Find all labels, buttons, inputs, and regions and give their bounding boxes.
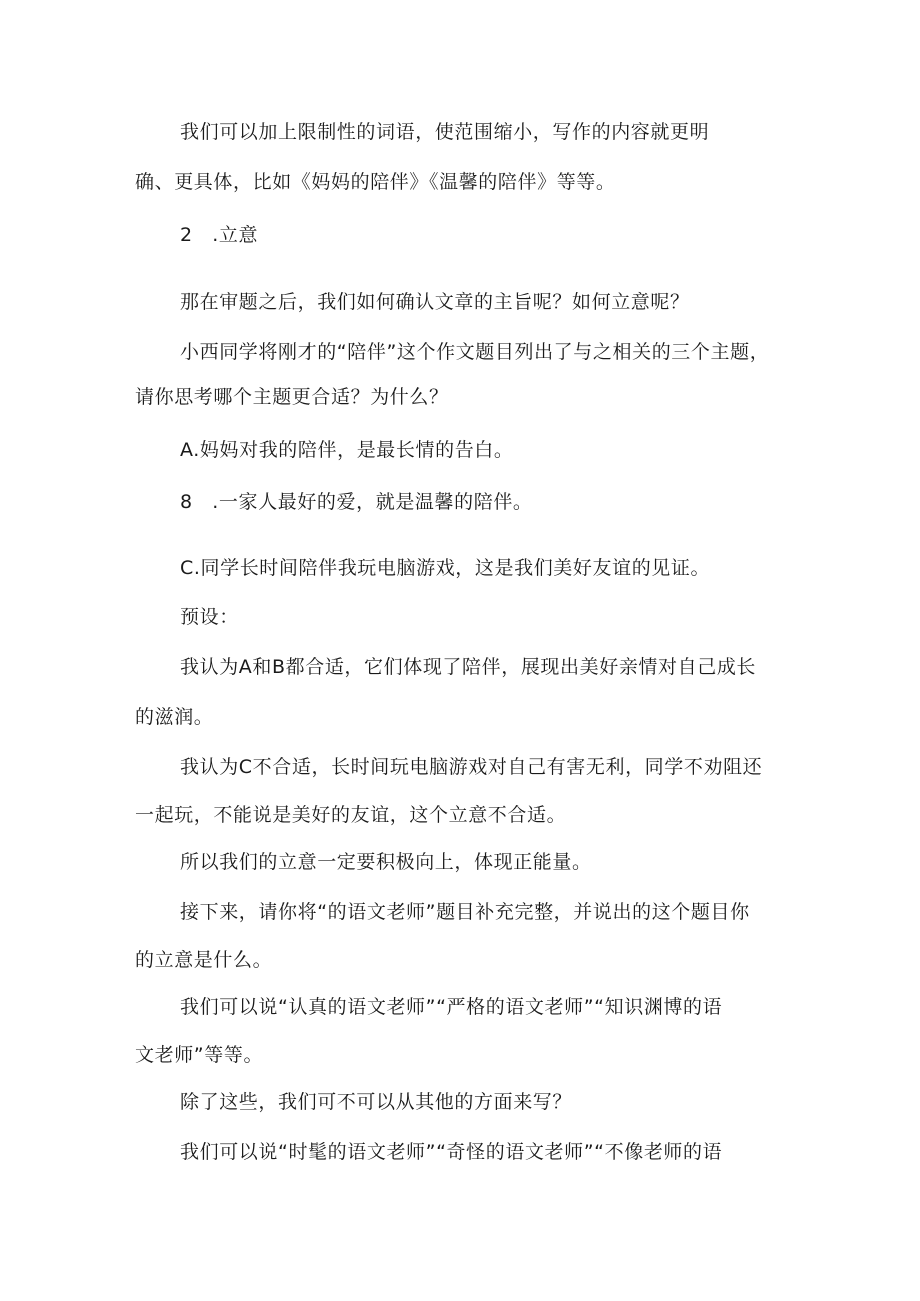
text-line: 除了这些，我们可不可以从其他的方面来写？ bbox=[180, 1091, 573, 1113]
text-line: 请你思考哪个主题更合适？为什么？ bbox=[135, 386, 449, 408]
text-line: 我们可以说“认真的语文老师”“严格的语文老师”“知识渊博的语 bbox=[180, 996, 723, 1018]
text-line: 所以我们的立意一定要积极向上，体现正能量。 bbox=[180, 851, 592, 873]
text-line: 确、更具体，比如《妈妈的陪伴》《温馨的陪伴》等等。 bbox=[135, 171, 616, 193]
text-line: 文老师”等等。 bbox=[135, 1044, 264, 1066]
text-line: 接下来，请你将“的语文老师”题目补充完整，并说出的这个题目你 bbox=[180, 901, 750, 923]
text-line: 我们可以说“时髦的语文老师”“奇怪的语文老师”“不像老师的语 bbox=[180, 1141, 723, 1163]
text-line: 一起玩，不能说是美好的友谊，这个立意不合适。 bbox=[135, 804, 567, 826]
text-line: 我认为C不合适，长时间玩电脑游戏对自己有害无利，同学不劝阻还 bbox=[180, 756, 763, 778]
text-line: 预设： bbox=[180, 606, 239, 628]
text-line: 我认为A和B都合适，它们体现了陪伴，展现出美好亲情对自己成长 bbox=[180, 656, 757, 678]
option-a: A.妈妈对我的陪伴，是最长情的告白。 bbox=[180, 439, 514, 461]
text-line: 的立意是什么。 bbox=[135, 949, 273, 971]
text-line: 的滋润。 bbox=[135, 706, 214, 728]
option-c: C.同学长时间陪伴我玩电脑游戏，这是我们美好友谊的见证。 bbox=[180, 557, 711, 579]
text-line: 那在审题之后，我们如何确认文章的主旨呢？如何立意呢？ bbox=[180, 291, 690, 313]
section-heading: 2 .立意 bbox=[180, 224, 259, 246]
text-line: 我们可以加上限制性的词语，使范围缩小，写作的内容就更明 bbox=[180, 121, 710, 143]
option-b: 8 .一家人最好的爱，就是温馨的陪伴。 bbox=[180, 491, 533, 513]
text-line: 小西同学将刚才的“陪伴”这个作文题目列出了与之相关的三个主题， bbox=[180, 341, 770, 363]
